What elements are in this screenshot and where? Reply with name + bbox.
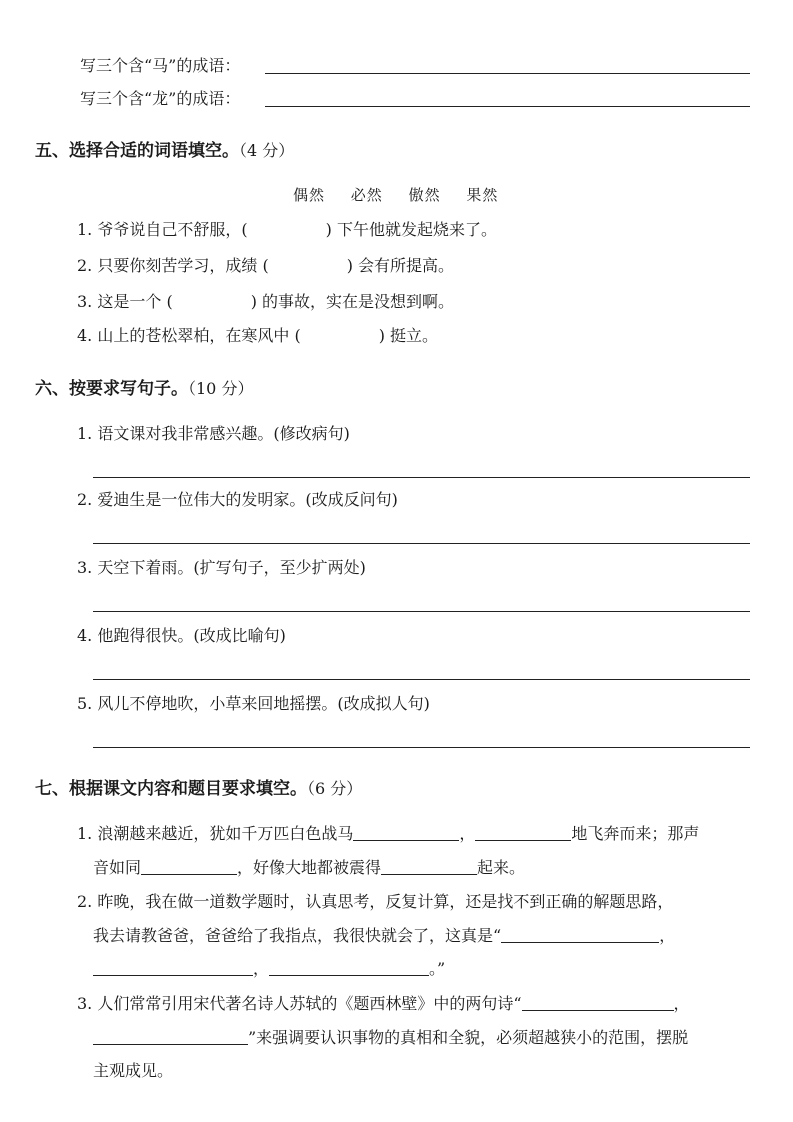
question-text: ”来强调要认识事物的真相和全貌，必须超越狭小的范围，摆脱	[248, 1028, 689, 1047]
word-bank-item: 必然	[350, 186, 383, 204]
question-text: 3. 天空下着雨。(扩写句子，至少扩两处)	[77, 558, 366, 577]
question-text: ，	[673, 994, 690, 1013]
fill-blank[interactable]	[501, 926, 659, 943]
question-text: ) 会有所提高。	[346, 256, 455, 275]
section-6-title: 六、按要求写句子。	[35, 379, 188, 399]
question-text: 。”	[429, 959, 446, 978]
part7-question-1-line-1	[77, 823, 699, 845]
part6-question-2	[77, 489, 398, 511]
fill-blank[interactable]	[269, 959, 429, 976]
question-text: 4. 山上的苍松翠柏，在寒风中 (	[77, 326, 301, 345]
answer-line[interactable]	[93, 679, 750, 680]
answer-line[interactable]	[93, 747, 750, 748]
part5-question-3	[77, 291, 454, 313]
section-7-title: 七、根据课文内容和题目要求填空。	[35, 779, 307, 799]
question-text: ，	[253, 959, 270, 978]
part7-question-1-line-2	[93, 857, 525, 879]
part5-question-2	[77, 255, 454, 277]
dragon-idiom-prompt	[80, 88, 240, 110]
part5-question-1	[77, 219, 497, 241]
part6-question-1	[77, 423, 350, 445]
section-5-title: 五、选择合适的词语填空。	[35, 141, 239, 161]
question-text: 我去请教爸爸，爸爸给了我指点，我很快就会了，这真是“	[93, 926, 502, 945]
horse-idiom-answer-line[interactable]	[265, 73, 750, 74]
section-6-score: （10 分）	[188, 379, 254, 398]
dragon-idiom-label: 写三个含“龙”的成语：	[80, 89, 241, 108]
part5-question-4	[77, 325, 438, 347]
section-5-heading	[35, 140, 294, 162]
fill-blank[interactable]	[141, 858, 237, 875]
question-text: 2. 昨晚，我在做一道数学题时，认真思考，反复计算，还是找不到正确的解题思路，	[77, 892, 674, 911]
question-text: 4. 他跑得很快。(改成比喻句)	[77, 626, 286, 645]
question-text: 5. 风儿不停地吹，小草来回地摇摆。(改成拟人句)	[77, 694, 430, 713]
part6-question-5	[77, 693, 430, 715]
question-text: 地飞奔而来；那声	[571, 824, 700, 843]
section-6-heading	[35, 378, 253, 400]
horse-idiom-prompt	[80, 55, 240, 77]
question-text: 1. 语文课对我非常感兴趣。(修改病句)	[77, 424, 350, 443]
question-text: 1. 浪潮越来越近，犹如千万匹白色战马	[77, 824, 354, 843]
word-bank	[283, 184, 508, 206]
fill-blank[interactable]	[381, 858, 477, 875]
question-text: ，	[459, 824, 476, 843]
answer-line[interactable]	[93, 477, 750, 478]
fill-blank[interactable]	[93, 1028, 248, 1045]
question-text: ，	[659, 926, 676, 945]
fill-blank[interactable]	[353, 824, 459, 841]
part7-question-2-line-3	[93, 958, 445, 980]
question-text: 3. 这是一个 (	[77, 292, 173, 311]
question-text: 2. 只要你刻苦学习，成绩 (	[77, 256, 269, 275]
question-text: 3. 人们常常引用宋代著名诗人苏轼的《题西林壁》中的两句诗“	[77, 994, 522, 1013]
question-text: ) 下午他就发起烧来了。	[325, 220, 497, 239]
fill-blank[interactable]	[475, 824, 571, 841]
part6-question-4	[77, 625, 286, 647]
question-text: ) 挺立。	[378, 326, 439, 345]
part7-question-3-line-3	[93, 1060, 173, 1082]
fill-blank[interactable]	[522, 994, 674, 1011]
answer-line[interactable]	[93, 611, 750, 612]
word-bank-item: 偶然	[293, 186, 326, 204]
horse-idiom-label: 写三个含“马”的成语：	[80, 56, 241, 75]
part7-question-2-line-2	[93, 925, 675, 947]
question-text: ，好像大地都被震得	[237, 858, 382, 877]
question-text: ) 的事故，实在是没想到啊。	[250, 292, 455, 311]
fill-blank[interactable]	[93, 959, 253, 976]
part7-question-3-line-1	[77, 993, 690, 1015]
section-7-heading	[35, 778, 362, 800]
part6-question-3	[77, 557, 366, 579]
question-text: 起来。	[477, 858, 526, 877]
section-7-score: （6 分）	[307, 779, 363, 798]
word-bank-item: 傲然	[408, 186, 441, 204]
word-bank-item: 果然	[466, 186, 499, 204]
answer-line[interactable]	[93, 543, 750, 544]
part7-question-2-line-1	[77, 891, 673, 913]
part7-question-3-line-2	[93, 1027, 688, 1049]
section-5-score: （4 分）	[239, 141, 295, 160]
question-text: 音如同	[93, 858, 142, 877]
dragon-idiom-answer-line[interactable]	[265, 106, 750, 107]
question-text: 主观成见。	[93, 1061, 174, 1080]
question-text: 1. 爷爷说自己不舒服，(	[77, 220, 248, 239]
question-text: 2. 爱迪生是一位伟大的发明家。(改成反问句)	[77, 490, 398, 509]
